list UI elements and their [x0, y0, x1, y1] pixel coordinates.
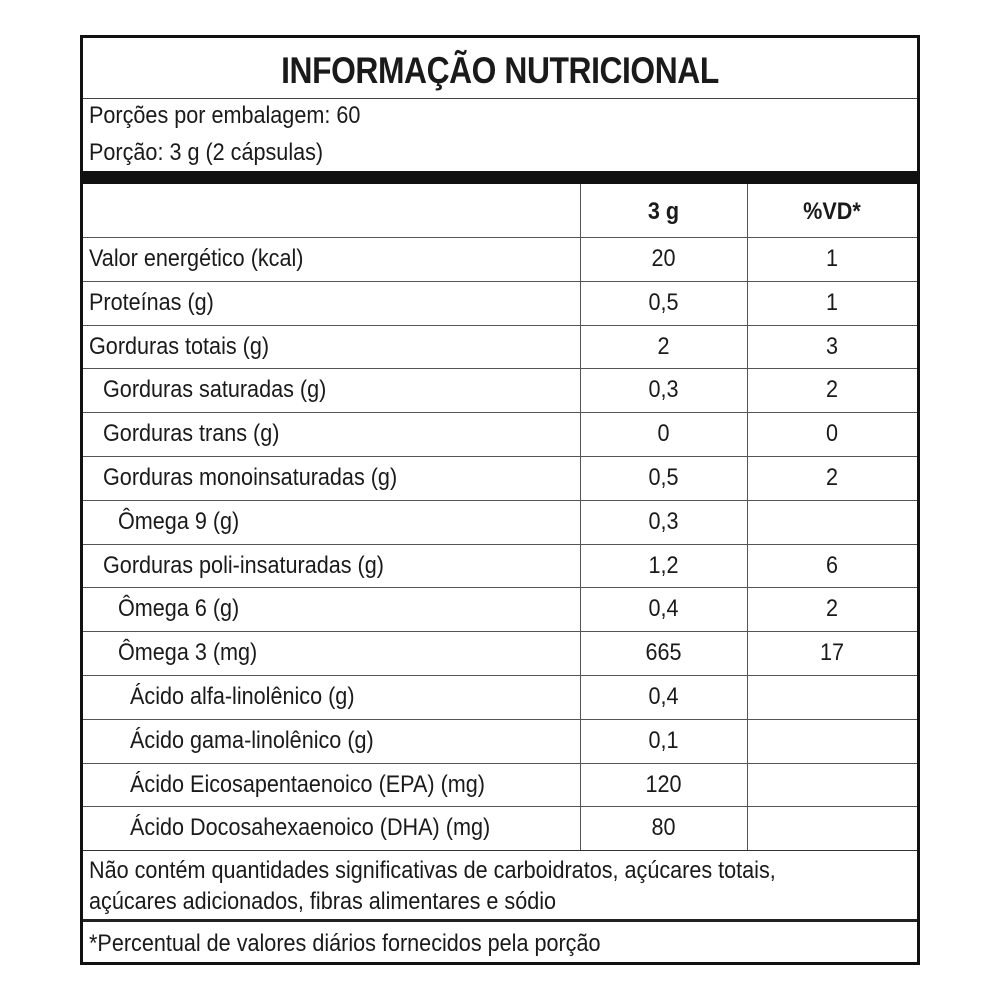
column-divider-amount — [580, 184, 581, 850]
nutrient-name: Gorduras totais (g) — [89, 332, 270, 360]
footnote-divider — [83, 919, 917, 922]
nutrient-name: Ômega 9 (g) — [118, 507, 240, 535]
column-divider-dv — [747, 184, 748, 850]
nutrient-amount: 80 — [651, 814, 676, 842]
column-header-dv: %VD* — [803, 198, 861, 225]
nutrient-dv: 2 — [825, 595, 839, 623]
nutrient-dv: 2 — [825, 376, 839, 404]
nutrient-name: Ácido Eicosapentaenoico (EPA) (mg) — [130, 770, 485, 798]
row-divider — [83, 675, 917, 676]
notes-line-2: açúcares adicionados, fibras alimentares e sódio — [89, 888, 557, 915]
nutrient-name: Ácido alfa-linolênico (g) — [130, 683, 355, 710]
nutrient-dv: 2 — [825, 464, 839, 491]
servings-per-package: Porções por embalagem: 60 — [89, 102, 361, 129]
nutrient-dv: 3 — [825, 332, 839, 360]
serving-size: Porção: 3 g (2 cápsulas) — [89, 139, 324, 166]
table-bottom-divider — [83, 850, 917, 851]
nutrient-amount: 20 — [651, 245, 676, 272]
nutrient-amount: 0,4 — [648, 595, 679, 623]
nutrient-name: Gorduras trans (g) — [103, 420, 280, 448]
nutrient-dv: 1 — [825, 245, 839, 272]
thick-divider — [83, 171, 917, 184]
nutrient-amount: 665 — [645, 639, 682, 667]
nutrient-name: Ômega 6 (g) — [118, 595, 240, 623]
nutrient-amount: 0,1 — [648, 726, 679, 754]
nutrient-name: Ácido Docosahexaenoico (DHA) (mg) — [130, 814, 491, 842]
nutrient-name: Ômega 3 (mg) — [118, 639, 258, 667]
nutrient-amount: 0,5 — [648, 464, 679, 491]
nutrient-name: Proteínas (g) — [89, 288, 214, 316]
title-divider — [83, 98, 917, 99]
nutrient-amount: 0,4 — [648, 683, 679, 710]
nutrient-amount: 0,3 — [648, 507, 679, 535]
nutrient-amount: 0,5 — [648, 288, 679, 316]
nutrient-dv: 17 — [819, 639, 845, 667]
nutrient-name: Gorduras poli-insaturadas (g) — [103, 551, 384, 579]
nutrient-name: Gorduras monoinsaturadas (g) — [103, 464, 398, 491]
row-divider — [83, 456, 917, 457]
row-divider — [83, 237, 917, 238]
row-divider — [83, 719, 917, 720]
row-divider — [83, 544, 917, 545]
row-divider — [83, 368, 917, 369]
nutrient-name: Ácido gama-linolênico (g) — [130, 726, 374, 754]
row-divider — [83, 806, 917, 807]
nutrition-facts-label — [80, 35, 920, 965]
nutrient-amount: 0,3 — [648, 376, 679, 404]
row-divider — [83, 631, 917, 632]
nutrient-amount: 0 — [657, 420, 670, 448]
row-divider — [83, 763, 917, 764]
label-title: INFORMAÇÃO NUTRICIONAL — [281, 50, 719, 91]
nutrient-dv: 0 — [825, 420, 839, 448]
nutrient-dv: 6 — [825, 551, 839, 579]
row-divider — [83, 587, 917, 588]
footnote: *Percentual de valores diários fornecidos pela porção — [89, 930, 601, 957]
row-divider — [83, 281, 917, 282]
nutrient-amount: 1,2 — [648, 551, 679, 579]
nutrient-amount: 2 — [657, 332, 670, 360]
notes-line-1: Não contém quantidades significativas de carboidratos, açúcares totais, — [89, 857, 776, 884]
row-divider — [83, 325, 917, 326]
nutrient-dv: 1 — [825, 288, 839, 316]
row-divider — [83, 412, 917, 413]
nutrient-name: Gorduras saturadas (g) — [103, 376, 327, 404]
nutrient-amount: 120 — [645, 770, 682, 798]
column-header-amount: 3 g — [647, 198, 680, 225]
nutrient-name: Valor energético (kcal) — [89, 245, 304, 272]
row-divider — [83, 500, 917, 501]
